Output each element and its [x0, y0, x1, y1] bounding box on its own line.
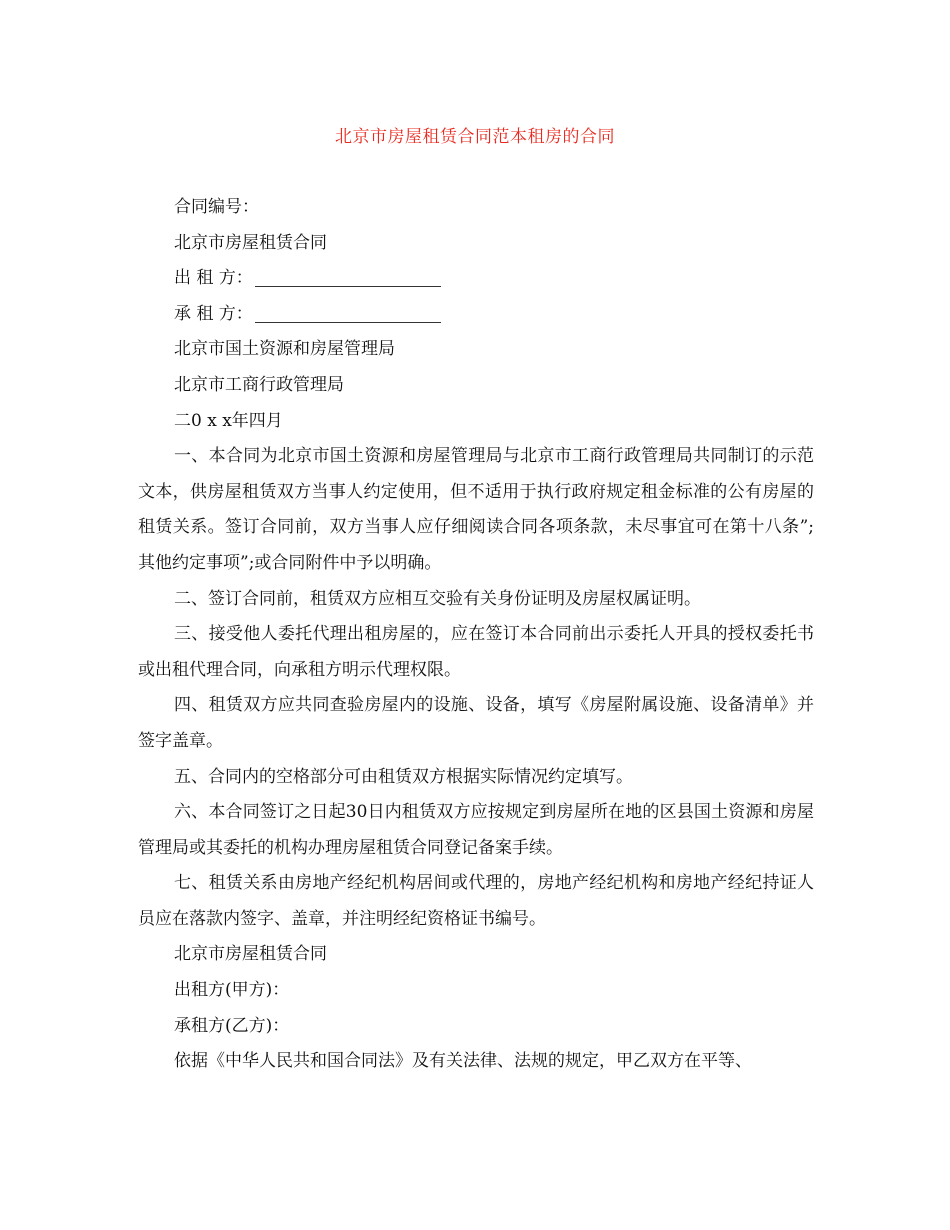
document-title: 北京市房屋租赁合同范本租房的合同: [335, 127, 615, 147]
contract-number-line: 合同编号：: [174, 197, 259, 217]
contract-heading: 北京市房屋租赁合同: [174, 232, 327, 253]
document-body: [138, 190, 814, 1080]
lessee-blank: [255, 302, 441, 323]
lessor-line: [138, 261, 814, 297]
paragraph-3: 三、接受他人委托代理出租房屋的，应在签订本合同前出示委托人开具的授权委托书或出租代理合同，向承租方明示代理权限。: [138, 624, 814, 680]
paragraph-8: 依据《中华人民共和国合同法》及有关法律、法规的规定，甲乙双方在平等、: [174, 1051, 752, 1072]
party-b-line: 承租方(乙方)：: [174, 1015, 290, 1036]
lessor-blank: [255, 266, 441, 287]
lessee-label: 承 租 方：: [174, 303, 253, 324]
issuer-bureau-1: 北京市国土资源和房屋管理局: [174, 339, 395, 360]
party-a-line: 出租方(甲方)：: [174, 980, 290, 1001]
paragraph-4: 四、租赁双方应共同查验房屋内的设施、设备，填写《房屋附属设施、设备清单》并签字盖章。: [138, 695, 814, 751]
issuer-bureau-2: 北京市工商行政管理局: [174, 374, 344, 395]
paragraph-6: 六、本合同签订之日起30日内租赁双方应按规定到房屋所在地的区县国土资源和房屋管理局或其委托的机构办理房屋租赁合同登记备案手续。: [138, 802, 814, 858]
paragraph-2: 二、签订合同前，租赁双方应相互交验有关身份证明及房屋权属证明。: [174, 588, 701, 609]
paragraph-7: 七、租赁关系由房地产经纪机构居间或代理的，房地产经纪机构和房地产经纪持证人员应在落款内签字、盖章，并注明经纪资格证书编号。: [138, 873, 814, 929]
contract-heading-2: 北京市房屋租赁合同: [174, 944, 327, 965]
paragraph-1: 一、本合同为北京市国土资源和房屋管理局与北京市工商行政管理局共同制订的示范文本，供房屋租赁双方当事人约定使用，但不适用于执行政府规定租金标准的公有房屋的租赁关系。签订合同前，双方当事人应仔细阅读合同各项条款，未尽事宜可在第十八条”;其他约定事项”;或合同附件中予以明确。: [138, 446, 814, 573]
lessee-line: [138, 297, 814, 333]
lessor-label: 出 租 方：: [174, 268, 253, 289]
issue-date: 二0 x x年四月: [174, 410, 283, 431]
paragraph-5: 五、合同内的空格部分可由租赁双方根据实际情况约定填写。: [174, 766, 633, 787]
